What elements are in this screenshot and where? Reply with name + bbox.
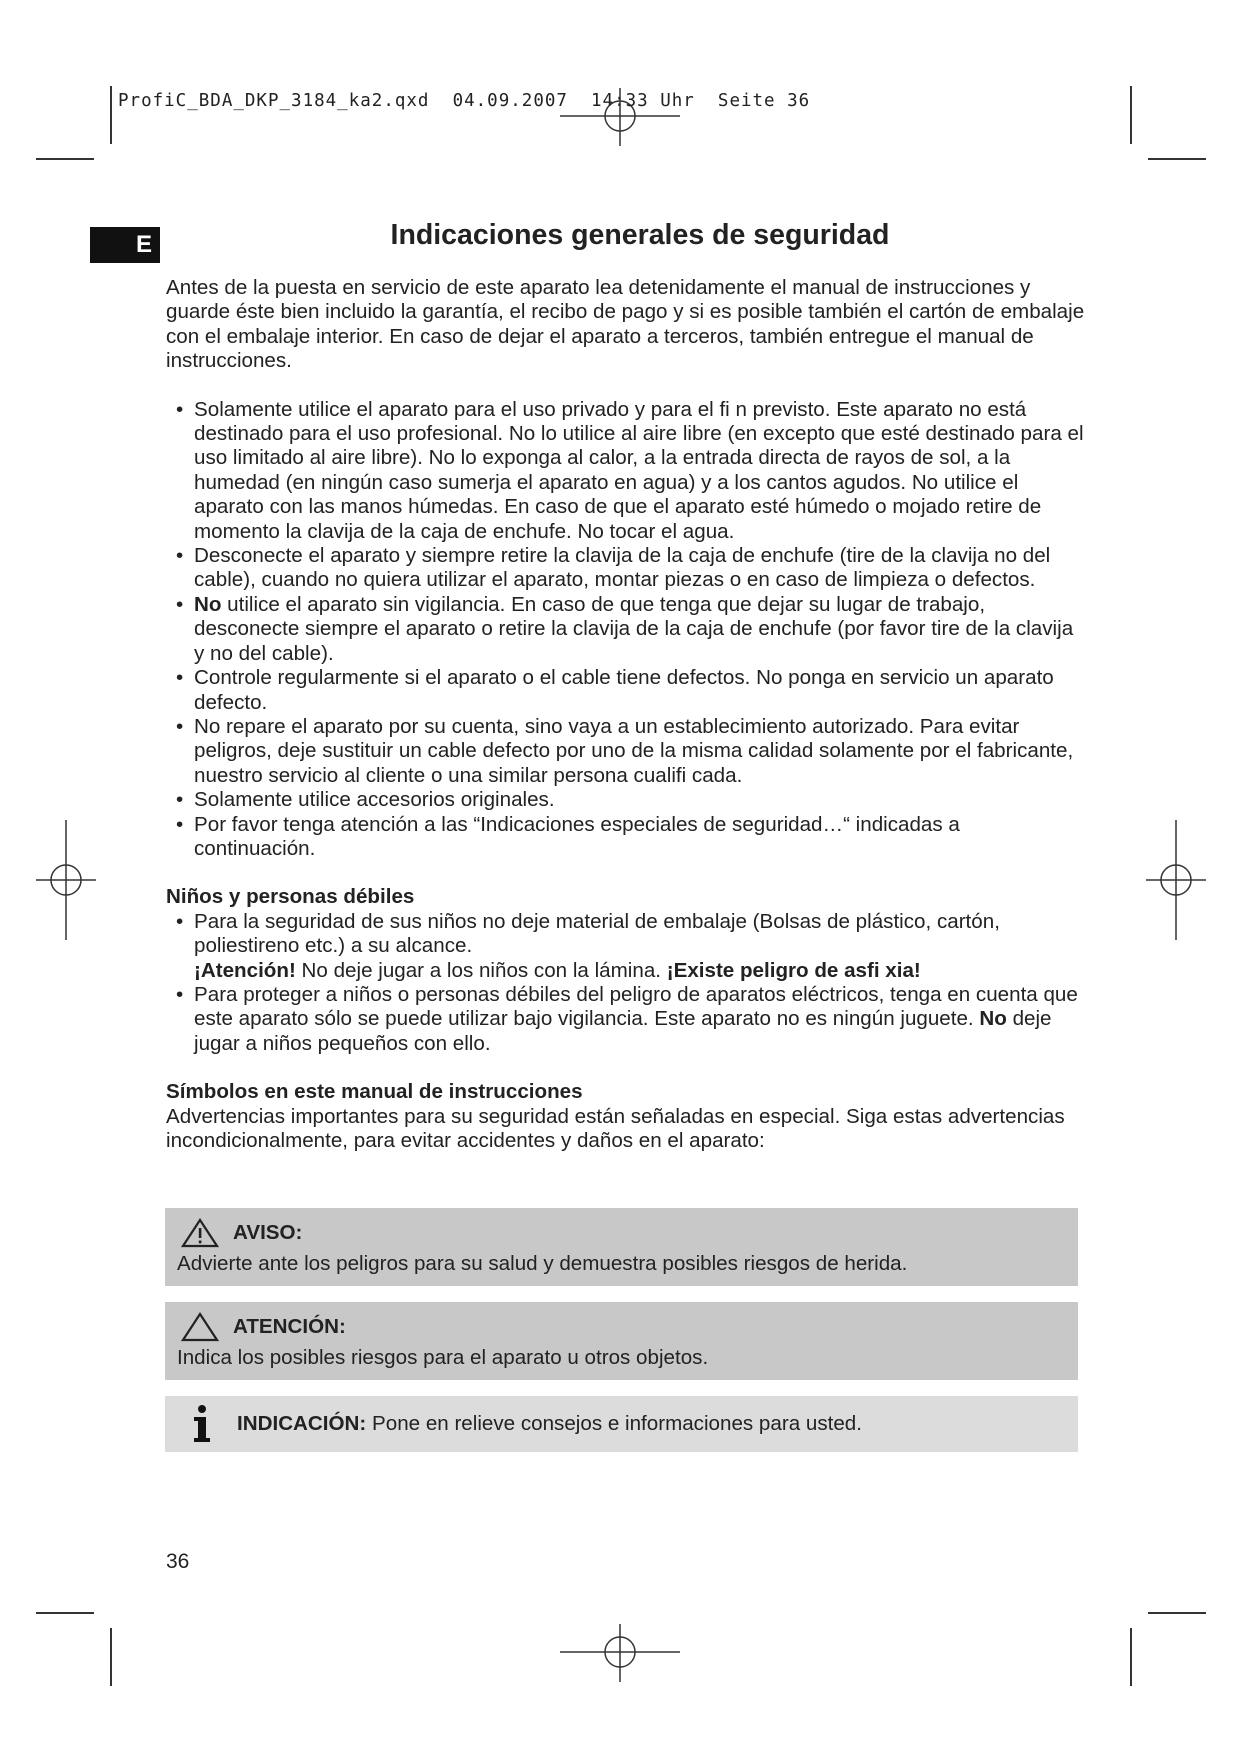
list-item: • No repare el aparato por su cuenta, sino vaya a un establecimiento autorizado. Para evitar peligros, deje sustituir un cable defecto por uno de la misma calidad solamente por el fabricante, nuestro servicio al cliente o una similar persona cualifi cada. — [176, 714, 1074, 787]
caution-triangle-icon — [181, 1312, 219, 1342]
warning-box — [165, 1208, 1078, 1286]
safety-list — [166, 398, 1086, 862]
crop-mark — [1130, 1628, 1132, 1686]
registration-mark-icon — [560, 1624, 680, 1684]
crop-mark — [1130, 86, 1132, 144]
caution-text: Indica los posibles riesgos para el aparato u otros objetos. — [177, 1346, 709, 1369]
symbols-paragraph: Advertencias importantes para su seguridad están señaladas en especial. Siga estas advertencias incondicionalmente, para evitar accidentes y daños en el aparato: — [166, 1104, 1065, 1152]
crop-mark — [36, 1612, 94, 1614]
list-item: • Para proteger a niños o personas débiles del peligro de aparatos eléctricos, tenga en cuenta que este aparato sólo se puede utilizar bajo vigilancia. Este aparato no es ningún juguete. No deje jugar a niños pequeños con ello. — [176, 982, 1078, 1055]
children-list — [166, 910, 1086, 1056]
document-body — [166, 276, 1086, 1153]
section-heading-children: Niños y personas débiles — [166, 885, 415, 909]
crop-mark — [1148, 158, 1206, 160]
crop-mark — [110, 1628, 112, 1686]
section-heading-symbols: Símbolos en este manual de instrucciones — [166, 1080, 583, 1104]
list-item: • No utilice el aparato sin vigilancia. En caso de que tenga que dejar su lugar de trabajo, desconecte siempre el aparato o retire la clavija de la caja de enchufe (por favor tire de la clavija y no del cable). — [176, 592, 1074, 665]
list-item: • Para la seguridad de sus niños no deje material de embalaje (Bolsas de plástico, cartón, poliestireno etc.) a su alcance. ¡Atención! No deje jugar a los niños con la lámina. ¡Existe peligro de asfi xia! — [176, 909, 1000, 982]
crop-mark — [1148, 1612, 1206, 1614]
info-icon — [185, 1404, 219, 1444]
print-slug: ProfiC_BDA_DKP_3184_ka2.qxd 04.09.2007 14:33 Uhr Seite 36 — [118, 91, 811, 111]
info-box — [165, 1396, 1078, 1452]
list-item: • Desconecte el aparato y siempre retire la clavija de la caja de enchufe (tire de la clavija no del cable), cuando no quiera utilizar el aparato, montar piezas o en caso de limpieza o defectos. — [176, 544, 1051, 592]
info-label: INDICACIÓN: — [237, 1412, 367, 1435]
warning-text: Advierte ante los peligros para su salud y demuestra posibles riesgos de herida. — [177, 1252, 908, 1275]
registration-mark-icon — [36, 820, 96, 940]
list-item: • Solamente utilice accesorios originales. — [176, 788, 555, 812]
list-item: • Solamente utilice el aparato para el uso privado y para el fi n previsto. Este aparato no está destinado para el uso profesional. No lo utilice al aire libre (en excepto que esté destinado para el uso limitado al aire libre). No lo exponga al calor, a la entrada directa de rayos de sol, a la humedad (en ningún caso sumerja el aparato en agua) y a los cantos agudos. No utilice el aparato con las manos húmedas. En caso de que el aparato esté húmedo o mojado retire de momento la clavija de la caja de enchufe. No tocar el agua. — [176, 397, 1084, 543]
info-text: Pone en relieve consejos e informaciones para usted. — [366, 1412, 862, 1435]
list-item: • Por favor tenga atención a las “Indicaciones especiales de seguridad…“ indicadas a continuación. — [176, 812, 960, 860]
warning-triangle-icon — [181, 1218, 219, 1248]
intro-paragraph: Antes de la puesta en servicio de este aparato lea detenidamente el manual de instrucciones y guarde éste bien incluido la garantía, el recibo de pago y si es posible también el cartón de embalaje con el embalaje interior. En caso de dejar el aparato a terceros, también entregue el manual de instrucciones. — [166, 276, 1085, 373]
caution-box — [165, 1302, 1078, 1380]
caution-label: ATENCIÓN: — [233, 1315, 346, 1338]
page-title: Indicaciones generales de seguridad — [390, 219, 890, 251]
crop-mark — [36, 158, 94, 160]
crop-mark — [110, 86, 112, 144]
registration-mark-icon — [1146, 820, 1206, 940]
language-tab: E — [90, 227, 160, 263]
page-number: 36 — [166, 1550, 190, 1573]
list-item: • Controle regularmente si el aparato o el cable tiene defectos. No ponga en servicio un aparato defecto. — [176, 666, 1054, 714]
warning-label: AVISO: — [233, 1221, 303, 1244]
